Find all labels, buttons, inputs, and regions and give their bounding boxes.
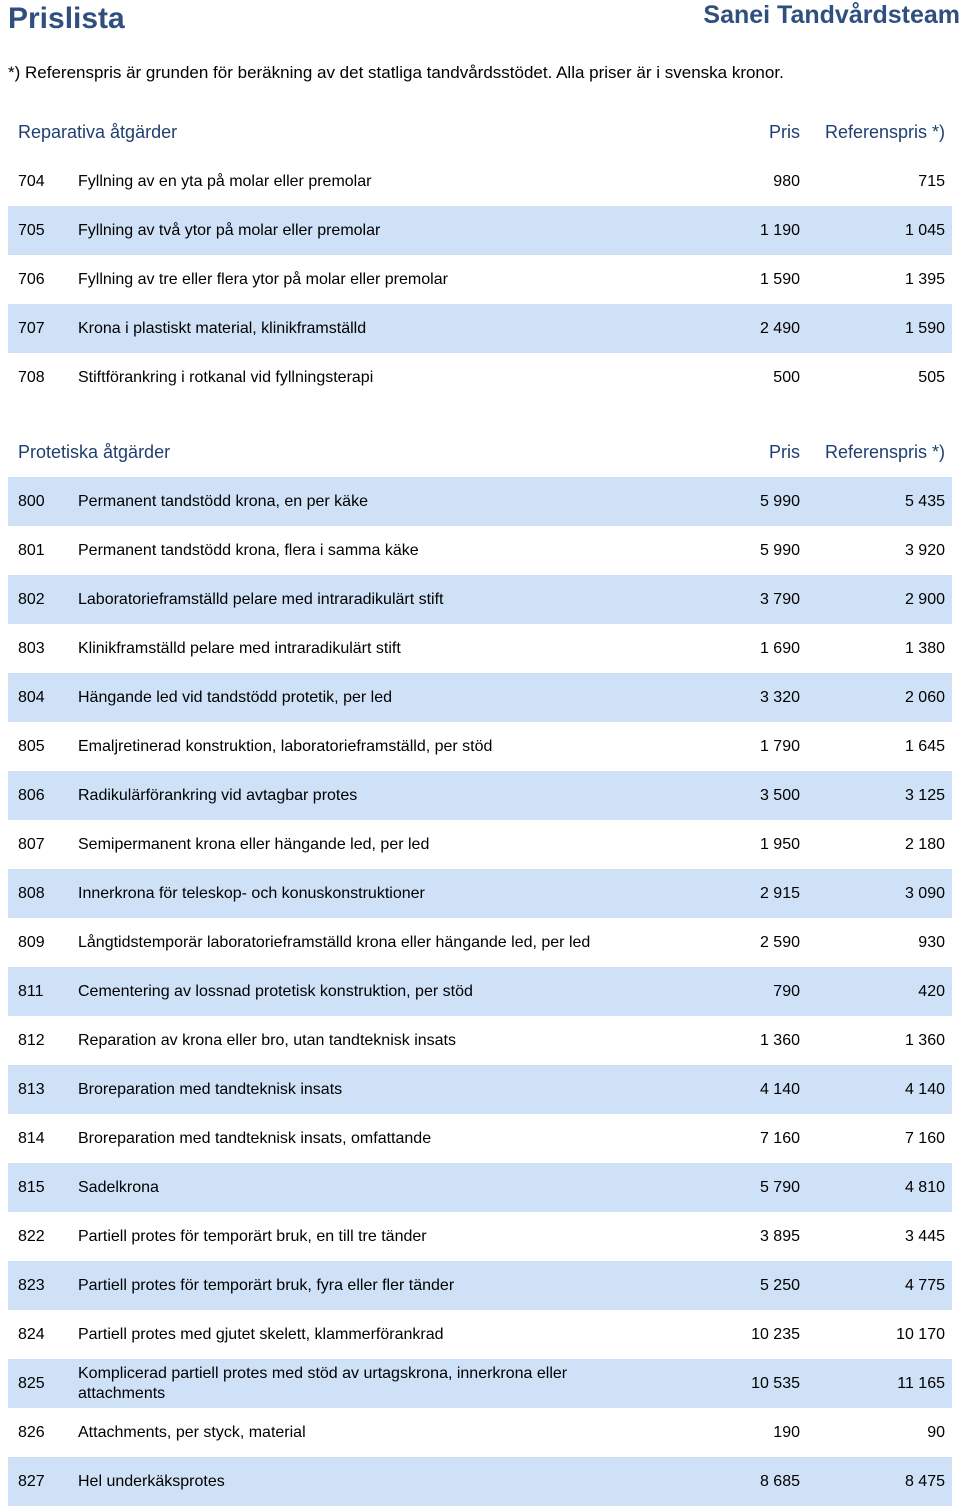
treatment-description: Partiell protes för temporärt bruk, en till tre tänder <box>78 1227 427 1245</box>
price-value: 3 790 <box>759 590 800 608</box>
price-value: 8 685 <box>759 1472 800 1490</box>
treatment-code: 827 <box>18 1472 45 1490</box>
table-row <box>8 1261 952 1310</box>
table-row <box>8 1065 952 1114</box>
treatment-code: 808 <box>18 884 45 902</box>
reference-price-value: 1 395 <box>904 270 945 288</box>
table-row <box>8 1114 952 1163</box>
table-row <box>8 1310 952 1359</box>
price-value: 2 915 <box>759 884 800 902</box>
treatment-code: 705 <box>18 221 45 239</box>
treatment-code: 707 <box>18 319 45 337</box>
treatment-description: Fyllning av tre eller flera ytor på molar eller premolar <box>78 270 448 288</box>
reference-price-value: 3 920 <box>904 541 945 559</box>
price-table <box>8 157 952 402</box>
treatment-code: 801 <box>18 541 45 559</box>
price-value: 5 790 <box>759 1178 800 1196</box>
page-title: Prislista <box>8 2 125 35</box>
price-value: 3 320 <box>759 688 800 706</box>
treatment-description: Komplicerad partiell protes med stöd av urtagskrona, innerkrona eller attachments <box>78 1364 568 1402</box>
reference-price-value: 10 170 <box>896 1325 945 1343</box>
treatment-description: Krona i plastiskt material, klinikframställd <box>78 319 367 337</box>
treatment-description: Klinikframställd pelare med intraradikulärt stift <box>78 639 401 657</box>
treatment-code: 806 <box>18 786 45 804</box>
section-title: Reparativa åtgärder <box>18 122 178 142</box>
reference-price-value: 2 900 <box>904 590 945 608</box>
treatment-description: Hel underkäksprotes <box>78 1472 225 1490</box>
treatment-description: Stiftförankring i rotkanal vid fyllningsterapi <box>78 368 374 386</box>
table-row <box>8 206 952 255</box>
treatment-description: Permanent tandstödd krona, flera i samma käke <box>78 541 419 559</box>
treatment-description: Emaljretinerad konstruktion, laboratorieframställd, per stöd <box>78 737 493 755</box>
treatment-description: Reparation av krona eller bro, utan tandteknisk insats <box>78 1031 456 1049</box>
treatment-description: Broreparation med tandteknisk insats, omfattande <box>78 1129 432 1147</box>
treatment-description: Semipermanent krona eller hängande led, per led <box>78 835 430 853</box>
reference-price-value: 930 <box>918 933 945 951</box>
reference-price-value: 2 180 <box>904 835 945 853</box>
reference-price-value: 3 445 <box>904 1227 945 1245</box>
reference-price-value: 4 140 <box>904 1080 945 1098</box>
reference-price-value: 715 <box>918 172 945 190</box>
treatment-code: 822 <box>18 1227 45 1245</box>
table-row <box>8 918 952 967</box>
price-value: 7 160 <box>759 1129 800 1147</box>
treatment-description: Partiell protes med gjutet skelett, klammerförankrad <box>78 1325 444 1343</box>
treatment-code: 815 <box>18 1178 45 1196</box>
price-value: 2 590 <box>759 933 800 951</box>
treatment-code: 800 <box>18 492 45 510</box>
section-header <box>8 108 952 157</box>
treatment-code: 823 <box>18 1276 45 1294</box>
reference-price-column-header: Referenspris *) <box>824 122 945 142</box>
table-row <box>8 869 952 918</box>
reference-price-value: 4 810 <box>904 1178 945 1196</box>
treatment-description: Hängande led vid tandstödd protetik, per led <box>78 688 392 706</box>
price-value: 190 <box>773 1423 800 1441</box>
table-row <box>8 722 952 771</box>
page-header <box>0 0 960 40</box>
section-protetiska <box>8 428 952 1506</box>
table-row <box>8 157 952 206</box>
treatment-description: Permanent tandstödd krona, en per käke <box>78 492 368 510</box>
table-row <box>8 673 952 722</box>
table-row <box>8 304 952 353</box>
treatment-code: 805 <box>18 737 45 755</box>
reference-price-value: 11 165 <box>897 1374 945 1392</box>
price-column-header: Pris <box>769 442 800 462</box>
table-row <box>8 575 952 624</box>
price-value: 3 500 <box>759 786 800 804</box>
table-row <box>8 1212 952 1261</box>
treatment-description: Långtidstemporär laboratorieframställd krona eller hängande led, per led <box>78 933 591 951</box>
price-value: 5 990 <box>759 492 800 510</box>
table-row <box>8 526 952 575</box>
reference-price-value: 1 360 <box>904 1031 945 1049</box>
table-row <box>8 477 952 526</box>
treatment-description: Partiell protes för temporärt bruk, fyra eller fler tänder <box>78 1276 455 1294</box>
treatment-description: Fyllning av en yta på molar eller premolar <box>78 172 372 190</box>
reference-price-value: 1 590 <box>904 319 945 337</box>
price-value: 3 895 <box>759 1227 800 1245</box>
table-row <box>8 1163 952 1212</box>
treatment-code: 813 <box>18 1080 45 1098</box>
treatment-code: 809 <box>18 933 45 951</box>
reference-price-value: 5 435 <box>904 492 945 510</box>
treatment-description: Fyllning av två ytor på molar eller premolar <box>78 221 381 239</box>
treatment-description: Innerkrona för teleskop- och konuskonstruktioner <box>78 884 425 902</box>
price-value: 4 140 <box>759 1080 800 1098</box>
treatment-code: 802 <box>18 590 45 608</box>
price-value: 5 250 <box>759 1276 800 1294</box>
table-row <box>8 967 952 1016</box>
price-value: 10 235 <box>751 1325 800 1343</box>
treatment-description: Attachments, per styck, material <box>78 1423 306 1441</box>
reference-price-value: 2 060 <box>904 688 945 706</box>
treatment-code: 804 <box>18 688 45 706</box>
reference-price-value: 3 125 <box>904 786 945 804</box>
reference-price-value: 3 090 <box>904 884 945 902</box>
table-row <box>8 1408 952 1457</box>
treatment-description: Radikulärförankring vid avtagbar protes <box>78 786 358 804</box>
reference-price-value: 4 775 <box>904 1276 945 1294</box>
price-value: 500 <box>773 368 800 386</box>
price-value: 1 360 <box>759 1031 800 1049</box>
table-row <box>8 1016 952 1065</box>
treatment-code: 825 <box>18 1374 45 1392</box>
price-value: 2 490 <box>759 319 800 337</box>
reference-price-value: 505 <box>918 368 945 386</box>
price-value: 1 950 <box>759 835 800 853</box>
treatment-code: 814 <box>18 1129 45 1147</box>
treatment-code: 803 <box>18 639 45 657</box>
table-row <box>8 255 952 304</box>
price-table <box>8 477 952 1506</box>
treatment-code: 704 <box>18 172 45 190</box>
treatment-description: Laboratorieframställd pelare med intraradikulärt stift <box>78 590 444 608</box>
treatment-code: 812 <box>18 1031 45 1049</box>
reference-price-value: 7 160 <box>904 1129 945 1147</box>
reference-price-value: 1 045 <box>904 221 945 239</box>
table-row <box>8 1359 952 1408</box>
treatment-code: 706 <box>18 270 45 288</box>
clinic-name: Sanei Tandvårdsteam <box>703 1 960 29</box>
treatment-description: Cementering av lossnad protetisk konstruktion, per stöd <box>78 982 473 1000</box>
reference-price-note: *) Referenspris är grunden för beräkning av det statliga tandvårdsstödet. Alla priser är i svenska kronor. <box>8 63 784 82</box>
reference-price-value: 420 <box>918 982 945 1000</box>
table-row <box>8 820 952 869</box>
price-value: 980 <box>773 172 800 190</box>
reference-price-column-header: Referenspris *) <box>824 442 945 462</box>
treatment-description: Broreparation med tandteknisk insats <box>78 1080 343 1098</box>
treatment-code: 708 <box>18 368 45 386</box>
price-value: 1 790 <box>759 737 800 755</box>
treatment-code: 826 <box>18 1423 45 1441</box>
table-row <box>8 353 952 402</box>
table-row <box>8 771 952 820</box>
price-value: 1 590 <box>759 270 800 288</box>
price-value: 10 535 <box>751 1374 800 1392</box>
table-row <box>8 624 952 673</box>
reference-price-value: 1 380 <box>904 639 945 657</box>
reference-price-value: 8 475 <box>904 1472 945 1490</box>
reference-price-value: 1 645 <box>904 737 945 755</box>
table-row <box>8 1457 952 1506</box>
price-value: 1 690 <box>759 639 800 657</box>
section-title: Protetiska åtgärder <box>18 442 171 462</box>
price-value: 5 990 <box>759 541 800 559</box>
treatment-description: Sadelkrona <box>78 1178 159 1196</box>
price-value: 790 <box>773 982 800 1000</box>
section-reparativa <box>8 108 952 402</box>
section-header <box>8 428 952 477</box>
price-column-header: Pris <box>769 122 800 142</box>
price-value: 1 190 <box>759 221 800 239</box>
treatment-code: 807 <box>18 835 45 853</box>
reference-price-value: 90 <box>927 1423 945 1441</box>
treatment-code: 811 <box>18 982 44 1000</box>
treatment-code: 824 <box>18 1325 45 1343</box>
